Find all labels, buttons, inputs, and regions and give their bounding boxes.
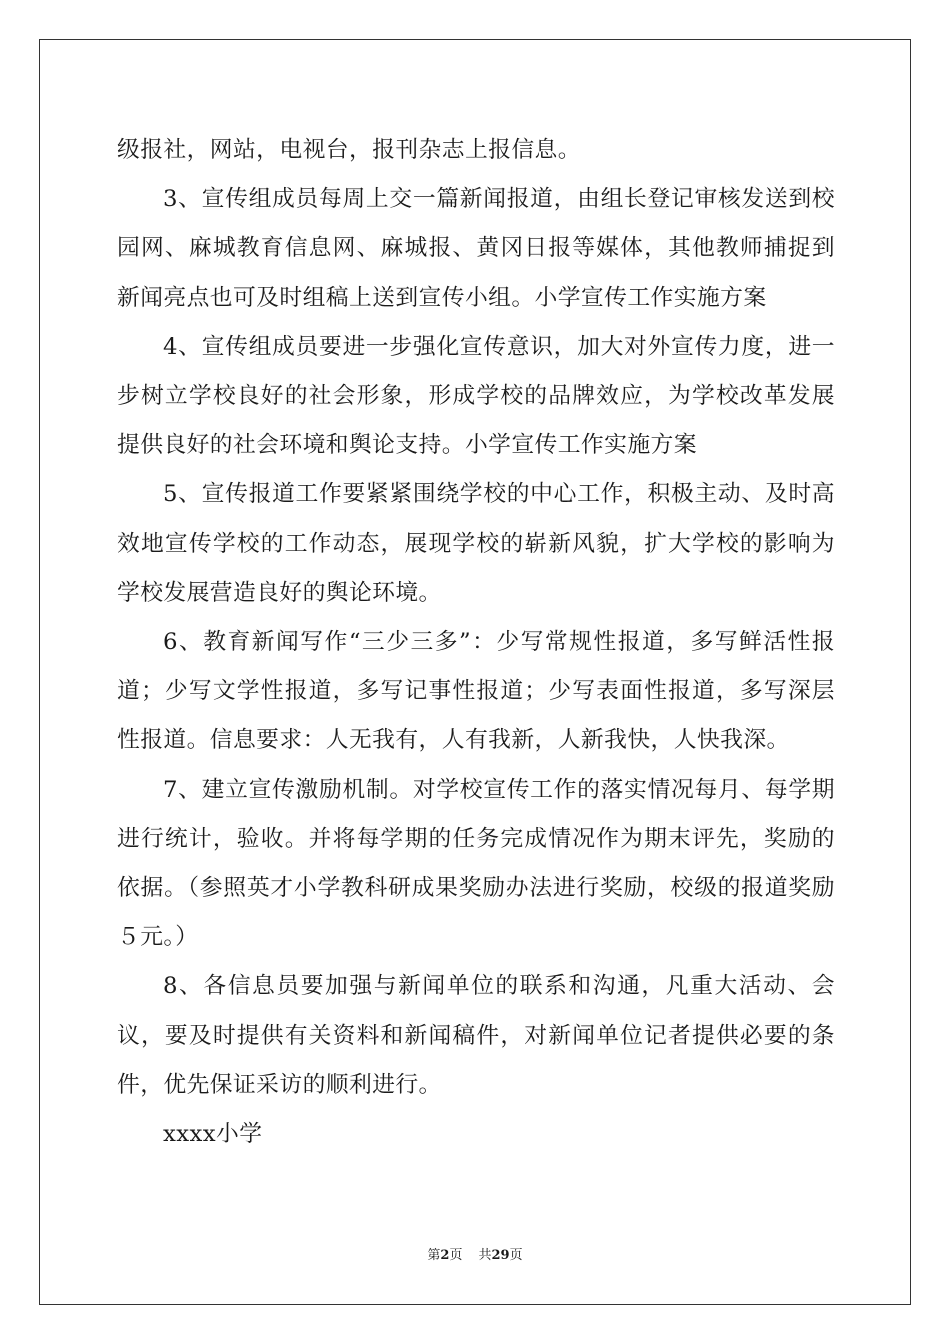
total-page-count: 29 xyxy=(491,1248,510,1263)
paragraph-1: 级报社，网站，电视台，报刊杂志上报信息。 xyxy=(117,137,581,163)
page-footer xyxy=(0,1247,950,1265)
paragraph-7: 8、各信息员要加强与新闻单位的联系和沟通，凡重大活动、会议，要及时提供有关资料和新闻稿件，对新闻单位记者提供必要的条件，优先保证采访的顺利进行。 xyxy=(117,973,835,1098)
footer-total-suffix: 页 xyxy=(509,1248,523,1263)
paragraph-5: 6、教育新闻写作“三少三多”：少写常规性报道，多写鲜活性报道；少写文学性报道，多写记事性报道；少写表面性报道，多写深层性报道。信息要求：人无我有，人有我新，人新我快，人快我深。 xyxy=(117,629,835,754)
signature-school: xxxx小学 xyxy=(163,1121,263,1148)
current-page-number: 2 xyxy=(440,1248,450,1263)
paragraph-4: 5、宣传报道工作要紧紧围绕学校的中心工作，积极主动、及时高效地宣传学校的工作动态，展现学校的崭新风貌，扩大学校的影响为学校发展营造良好的舆论环境。 xyxy=(117,481,835,606)
paragraph-3: 4、宣传组成员要进一步强化宣传意识，加大对外宣传力度，进一步树立学校良好的社会形象，形成学校的品牌效应，为学校改革发展提供良好的社会环境和舆论支持。小学宣传工作实施方案 xyxy=(117,333,835,459)
paragraph-6: 7、建立宣传激励机制。对学校宣传工作的落实情况每月、每学期进行统计，验收。并将每学期的任务完成情况作为期末评先，奖励的依据。（参照英才小学教科研成果奖励办法进行奖励，校级的报道奖励５元。） xyxy=(117,776,835,951)
footer-prefix: 第 xyxy=(427,1248,441,1263)
document-body xyxy=(117,126,835,1159)
footer-total-prefix: 共 xyxy=(478,1248,492,1263)
paragraph-2: 3、宣传组成员每周上交一篇新闻报道，由组长登记审核发送到校园网、麻城教育信息网、麻城报、黄冈日报等媒体，其他教师捕捉到新闻亮点也可及时组稿上送到宣传小组。小学宣传工作实施方案 xyxy=(117,186,835,311)
footer-page-suffix: 页 xyxy=(449,1248,463,1263)
